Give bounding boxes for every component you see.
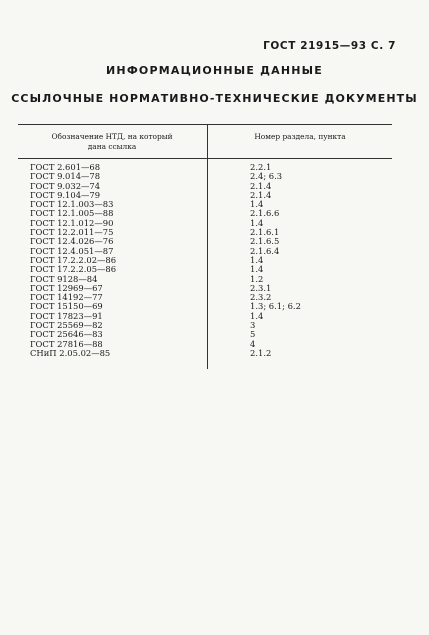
table-cell-section: 2.1.6.6 (250, 208, 280, 219)
column-header-document (20, 132, 204, 152)
subsection-title: ССЫЛОЧНЫЕ НОРМАТИВНО-ТЕХНИЧЕСКИЕ ДОКУМЕНТЫ (11, 92, 418, 105)
table-top-rule (18, 124, 392, 125)
table-cell-section: 1.4 (250, 199, 264, 210)
table-cell-section: 3 (250, 320, 256, 331)
table-cell-document: ГОСТ 9128—84 (30, 273, 98, 284)
table-cell-section: 2.1.4 (250, 180, 272, 191)
table-cell-document: ГОСТ 2.601—68 (30, 162, 101, 172)
table-cell-section: 2.1.4 (250, 189, 272, 200)
table-cell-section: 4 (250, 338, 256, 349)
table-cell-document: ГОСТ 17.2.2.02—86 (30, 254, 117, 265)
table-cell-document: ГОСТ 17.2.2.05—86 (30, 264, 117, 275)
table-cell-document: ГОСТ 25646—83 (30, 329, 103, 340)
table-cell-section: 1.4 (250, 217, 264, 228)
table-cell-section: 1.4 (250, 254, 264, 265)
table-cell-section: 2.1.2 (250, 347, 272, 358)
table-cell-document: ГОСТ 12.1.005—88 (30, 208, 114, 219)
table-cell-document: ГОСТ 12.2.011—75 (30, 227, 114, 238)
document-column (30, 163, 116, 358)
table-cell-document: ГОСТ 14192—77 (30, 292, 103, 303)
table-cell-document: ГОСТ 9.104—79 (30, 189, 101, 200)
table-cell-document: ГОСТ 9.032—74 (30, 180, 101, 191)
table-cell-document: ГОСТ 15150—69 (30, 301, 103, 312)
table-cell-section: 2.3.2 (250, 292, 272, 303)
section-title: ИНФОРМАЦИОННЫЕ ДАННЫЕ (106, 64, 323, 77)
table-cell-section: 2.4; 6.3 (250, 171, 283, 182)
table-cell-document: ГОСТ 12.1.003—83 (30, 199, 114, 210)
table-cell-section: 2.1.6.4 (250, 245, 280, 256)
table-header-rule (18, 158, 392, 159)
table-cell-document: ГОСТ 12.4.051—87 (30, 245, 114, 256)
table-cell-section: 2.2.1 (250, 162, 272, 172)
table-cell-section: 2.1.6.5 (250, 236, 280, 247)
table-cell-document: ГОСТ 12.1.012—90 (30, 217, 114, 228)
table-column-divider (207, 124, 208, 369)
table-cell-section: 5 (250, 329, 256, 340)
section-column (250, 163, 301, 358)
table-cell-document: ГОСТ 17823—91 (30, 310, 103, 321)
table-cell-document: ГОСТ 12969—67 (30, 282, 103, 293)
table-cell-document: ГОСТ 27816—88 (30, 338, 103, 349)
table-cell-document: ГОСТ 25569—82 (30, 320, 103, 331)
table-cell-section: 2.3.1 (250, 282, 272, 293)
column-header-section: Номер раздела, пункта (254, 132, 346, 141)
column-header-document-line1: Обозначение НТД, на который (51, 132, 173, 141)
page-header: ГОСТ 21915—93 С. 7 (263, 40, 396, 52)
table-cell-document: ГОСТ 12.4.026—76 (30, 236, 114, 247)
table-cell-section: 1.4 (250, 310, 264, 321)
table-cell-document: ГОСТ 9.014—78 (30, 171, 101, 182)
table-cell-section: 1.2 (250, 273, 264, 284)
column-header-document-line2: дана ссылка (87, 142, 137, 151)
table-cell-section: 1.3; 6.1; 6.2 (250, 301, 301, 312)
table-cell-section: 2.1.6.1 (250, 227, 280, 238)
table-cell-document: СНиП 2.05.02—85 (30, 347, 111, 358)
table-cell-section: 1.4 (250, 264, 264, 275)
